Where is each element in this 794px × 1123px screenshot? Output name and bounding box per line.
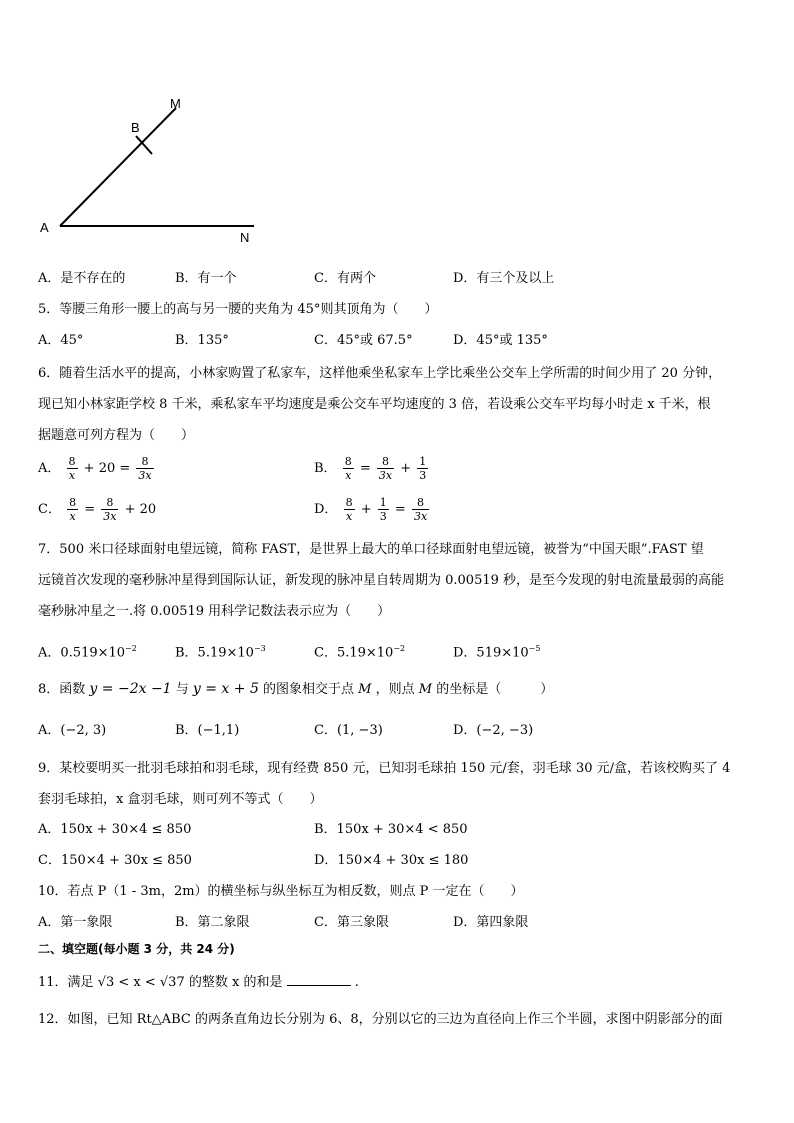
label-m: M [170, 96, 181, 111]
q8-point-m-2: M [418, 682, 433, 697]
q7-b-text: B．5.19×10 [175, 645, 254, 661]
frac-8-over-3x [101, 496, 118, 523]
q6-b-plus: + [400, 461, 412, 476]
q7-a-exp: −2 [125, 644, 137, 653]
num: 1 [379, 496, 387, 509]
num: 8 [345, 496, 353, 509]
q11-stem [38, 973, 359, 992]
q7-option-a [38, 640, 137, 662]
frac-8-over-x [67, 455, 78, 482]
q7-d-exp: −5 [528, 644, 541, 653]
label-n: N [240, 230, 250, 245]
num: 8 [412, 496, 429, 510]
q6-option-c [38, 496, 156, 523]
section-title-fill-blank: 二、填空题(每小题 3 分，共 24 分) [38, 942, 235, 956]
frac-8-over-3x [377, 455, 394, 482]
q6-d-label: D． [314, 502, 338, 517]
q11-post: 的整数 x 的和是 [188, 975, 283, 990]
q9-line-2: 套羽毛球拍，x 盒羽毛球，则可列不等式（ ） [38, 792, 323, 807]
den: x [69, 510, 76, 523]
q5-option-c: C．45°或 67.5° [314, 333, 413, 348]
q8-option-b: B．(−1,1) [175, 723, 240, 738]
q9-option-c: C．150×4 + 30x ≤ 850 [38, 853, 192, 868]
den: 3x [378, 469, 393, 482]
q5-option-d: D．45°或 135° [453, 333, 548, 348]
q4-option-c: C．有两个 [314, 271, 376, 286]
q10-option-b: B．第二象限 [175, 915, 250, 930]
q7-line-2: 远镜首次发现的毫秒脉冲星得到国际认证，新发现的脉冲星自转周期为 0.00519 秒，是至今发现的射电流量最弱的高能 [38, 573, 725, 588]
num: 1 [419, 455, 427, 468]
q6-c-eq: = [84, 502, 96, 517]
q6-a-label: A． [38, 461, 61, 476]
q8-post: 的图象相交于点 [263, 682, 355, 697]
q6-c-label: C． [38, 502, 61, 517]
q4-option-a: A．是不存在的 [38, 271, 126, 286]
frac-8-over-3x [412, 496, 429, 523]
den: x [345, 469, 352, 482]
den: 3x [413, 510, 428, 523]
q12-line-1: 12．如图，已知 Rt△ABC 的两条直角边长分别为 6、8，分别以它的三边为直径向上作三个半圆，求图中阴影部分的面 [38, 1012, 723, 1027]
q7-line-3: 毫秒脉冲星之一.将 0.00519 用科学记数法表示应为（ ） [38, 604, 391, 619]
q6-line-1: 6．随着生活水平的提高，小林家购置了私家车，这样他乘坐私家车上学比乘坐公交车上学所需的时间少用了 20 分钟， [38, 366, 722, 381]
answer-blank[interactable] [287, 973, 351, 986]
frac-8-over-x [343, 455, 354, 482]
q7-line-1: 7．500 米口径球面射电望远镜，简称 FAST，是世界上最大的单口径球面射电望远镜，被誉为“中国天眼”.FAST 望 [38, 542, 704, 557]
q8-point-m: M [358, 682, 372, 697]
q6-option-a [38, 455, 156, 482]
q8-pre: 8．函数 [38, 682, 86, 697]
angle-figure [30, 88, 290, 258]
den: 3x [138, 469, 152, 482]
q6-line-2: 现已知小林家距学校 8 千米，乘私家车平均速度是乘公交车平均速度的 3 倍，若设乘公交车平均每小时走 x 千米，根 [38, 397, 711, 412]
q10-option-c: C．第三象限 [314, 915, 389, 930]
den: x [345, 510, 353, 523]
q7-a-text: A．0.519×10 [38, 645, 126, 661]
q7-b-exp: −3 [253, 644, 266, 653]
frac-1-over-3 [417, 455, 428, 482]
q5-stem: 5．等腰三角形一腰上的高与另一腰的夹角为 45°则其顶角为（ ） [38, 302, 438, 317]
den: 3 [379, 510, 387, 523]
num: 8 [101, 496, 118, 510]
q10-option-d: D．第四象限 [453, 915, 529, 930]
q7-option-b [175, 640, 266, 662]
q6-d-eq: = [394, 502, 406, 517]
q11-end: . [354, 975, 359, 990]
q8-option-d: D．(−2, −3) [453, 723, 534, 738]
q5-option-b: B．135° [175, 333, 229, 348]
q10-option-a: A．第一象限 [38, 915, 113, 930]
ray-am [60, 108, 176, 226]
den: 3 [419, 469, 427, 482]
den: x [68, 469, 76, 482]
q6-option-d [314, 496, 431, 523]
q4-option-b: B．有一个 [175, 271, 237, 286]
frac-8-over-x [344, 496, 355, 523]
q7-c-exp: −2 [393, 644, 406, 653]
q8-func-2: y = x + 5 [192, 681, 259, 697]
q6-option-b [314, 455, 430, 482]
q6-d-plus: + [360, 502, 372, 517]
frac-8-over-3x [136, 455, 153, 482]
num: 8 [69, 496, 77, 509]
q6-b-label: B． [314, 461, 337, 476]
q8-post2: ，则点 [375, 682, 415, 697]
q8-end: 的坐标是（ ） [436, 682, 554, 697]
q8-stem [38, 680, 553, 699]
q7-c-text: C．5.19×10 [314, 645, 394, 661]
q7-option-d [453, 640, 540, 662]
den: 3x [103, 510, 117, 523]
q9-option-a: A．150x + 30×4 ≤ 850 [38, 822, 192, 837]
q9-line-1: 9．某校要明买一批羽毛球拍和羽毛球，现有经费 850 元，已知羽毛球拍 150 元/套，羽毛球 30 元/盒，若该校购买了 4 [38, 761, 731, 776]
frac-8-over-x [67, 496, 78, 523]
q6-b-eq: = [359, 461, 371, 476]
q4-option-d: D．有三个及以上 [453, 271, 555, 286]
q11-pre: 11．满足 [38, 975, 94, 990]
q8-option-a: A．(−2, 3) [38, 723, 107, 738]
q5-option-a: A．45° [38, 333, 84, 348]
q7-d-text: D．519×10 [453, 645, 529, 661]
num: 8 [377, 455, 394, 469]
q6-c-op: + 20 [124, 502, 157, 517]
num: 8 [136, 455, 153, 469]
q8-option-c: C．(1, −3) [314, 723, 383, 738]
frac-1-over-3 [378, 496, 389, 523]
angle-diagram [30, 88, 290, 258]
q10-stem: 10．若点 P（1 - 3m，2m）的横坐标与纵坐标互为相反数，则点 P 一定在（ ） [38, 884, 524, 899]
q7-option-c [314, 640, 405, 662]
q8-func-1: y = −2x −1 [89, 681, 172, 697]
q9-option-d: D．150×4 + 30x ≤ 180 [314, 853, 469, 868]
label-b: B [131, 120, 140, 135]
q9-option-b: B．150x + 30×4 < 850 [314, 822, 468, 837]
num: 8 [68, 455, 76, 468]
q6-line-3: 据题意可列方程为（ ） [38, 428, 195, 443]
label-a: A [40, 220, 49, 235]
q8-mid: 与 [175, 682, 189, 697]
q6-a-op: + 20 = [83, 461, 131, 476]
num: 8 [344, 455, 352, 468]
q11-inequality: √3 < x < √37 [97, 975, 185, 990]
